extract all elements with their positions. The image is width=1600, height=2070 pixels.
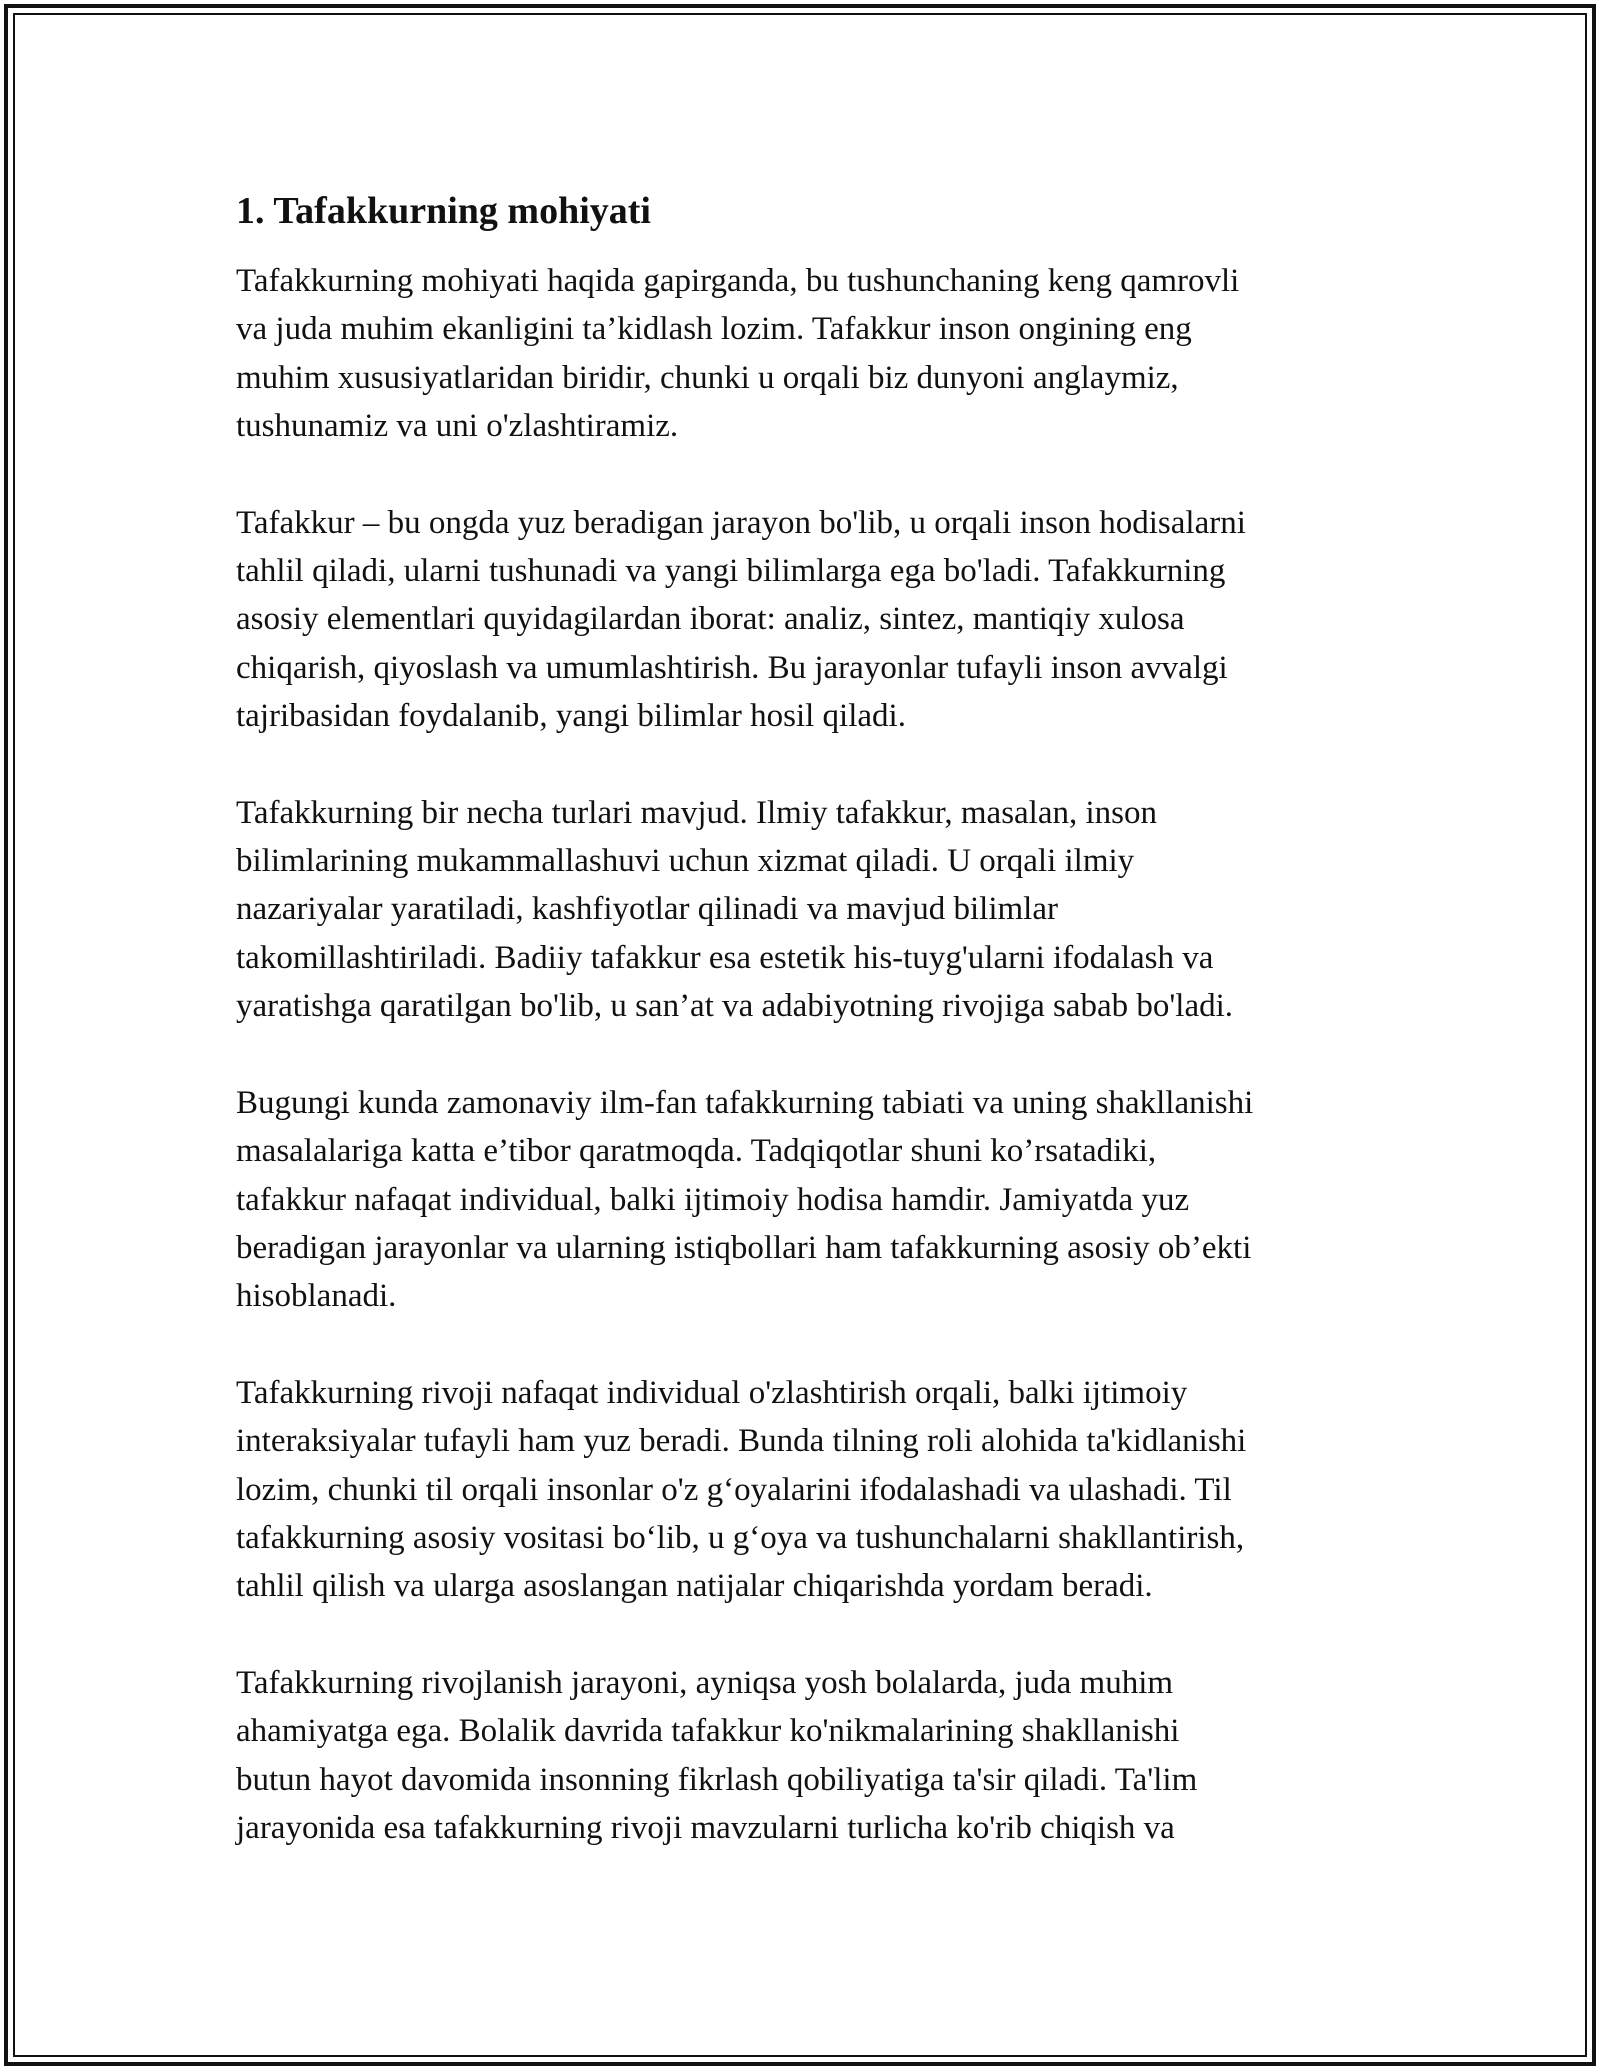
section-heading: 1. Tafakkurning mohiyati	[236, 190, 651, 232]
paragraph-1: Tafakkurning mohiyati haqida gapirganda, bu tushunchaning keng qamrovli va juda muhim ekanligini ta’kidlash lozim. Tafakkur inson ongining eng muhim xususiyatlaridan biridir, chunki u orqali biz dunyoni anglaymiz, tushunamiz va uni o'zlashtiramiz.	[236, 263, 1240, 445]
paragraph-2: Tafakkur – bu ongda yuz beradigan jarayon bo'lib, u orqali inson hodisalarni tahlil qiladi, ularni tushunadi va yangi bilimlarga ega bo'ladi. Tafakkurning asosiy elementlari quyidagilardan iborat: analiz, sintez, mantiqiy xulosa chiqarish, qiyoslash va umumlashtirish. Bu jarayonlar tufayli inson avvalgi tajribasidan foydalanib, yangi bilimlar hosil qiladi.	[236, 504, 1246, 735]
paragraph-6: Tafakkurning rivojlanish jarayoni, ayniqsa yosh bolalarda, juda muhim ahamiyatga ega. Bolalik davrida tafakkur ko'nikmalarining shakllanishi butun hayot davomida insonning fikrlash qobiliyatiga ta'sir qiladi. Ta'lim jarayonida esa tafakkurning rivoji mavzularni turlicha ko'rib chiqish va	[236, 1664, 1198, 1846]
document-body	[236, 185, 1376, 1900]
paragraph-3: Tafakkurning bir necha turlari mavjud. Ilmiy tafakkur, masalan, inson bilimlarining mukammallashuvi uchun xizmat qiladi. U orqali ilmiy nazariyalar yaratiladi, kashfiyotlar qilinadi va mavjud bilimlar takomillashtiriladi. Badiiy tafakkur esa estetik his-tuyg'ularni ifodalash va yaratishga qaratilgan bo'lib, u san’at va adabiyotning rivojiga sabab bo'ladi.	[236, 794, 1234, 1025]
paragraph-5: Tafakkurning rivoji nafaqat individual o'zlashtirish orqali, balki ijtimoiy interaksiyalar tufayli ham yuz beradi. Bunda tilning roli alohida ta'kidlanishi lozim, chunki til orqali insonlar o'z g‘oyalarini ifodalashadi va ulashadi. Til tafakkurning asosiy vositasi bo‘lib, u g‘oya va tushunchalarni shakllantirish, tahlil qilish va ularga asoslangan natijalar chiqarishda yordam beradi.	[236, 1374, 1247, 1605]
paragraph-4: Bugungi kunda zamonaviy ilm-fan tafakkurning tabiati va uning shakllanishi masalalariga katta e’tibor qaratmoqda. Tadqiqotlar shuni ko’rsatadiki, tafakkur nafaqat individual, balki ijtimoiy hodisa hamdir. Jamiyatda yuz beradigan jarayonlar va ularning istiqbollari ham tafakkurning asosiy ob’ekti hisoblanadi.	[236, 1084, 1254, 1315]
